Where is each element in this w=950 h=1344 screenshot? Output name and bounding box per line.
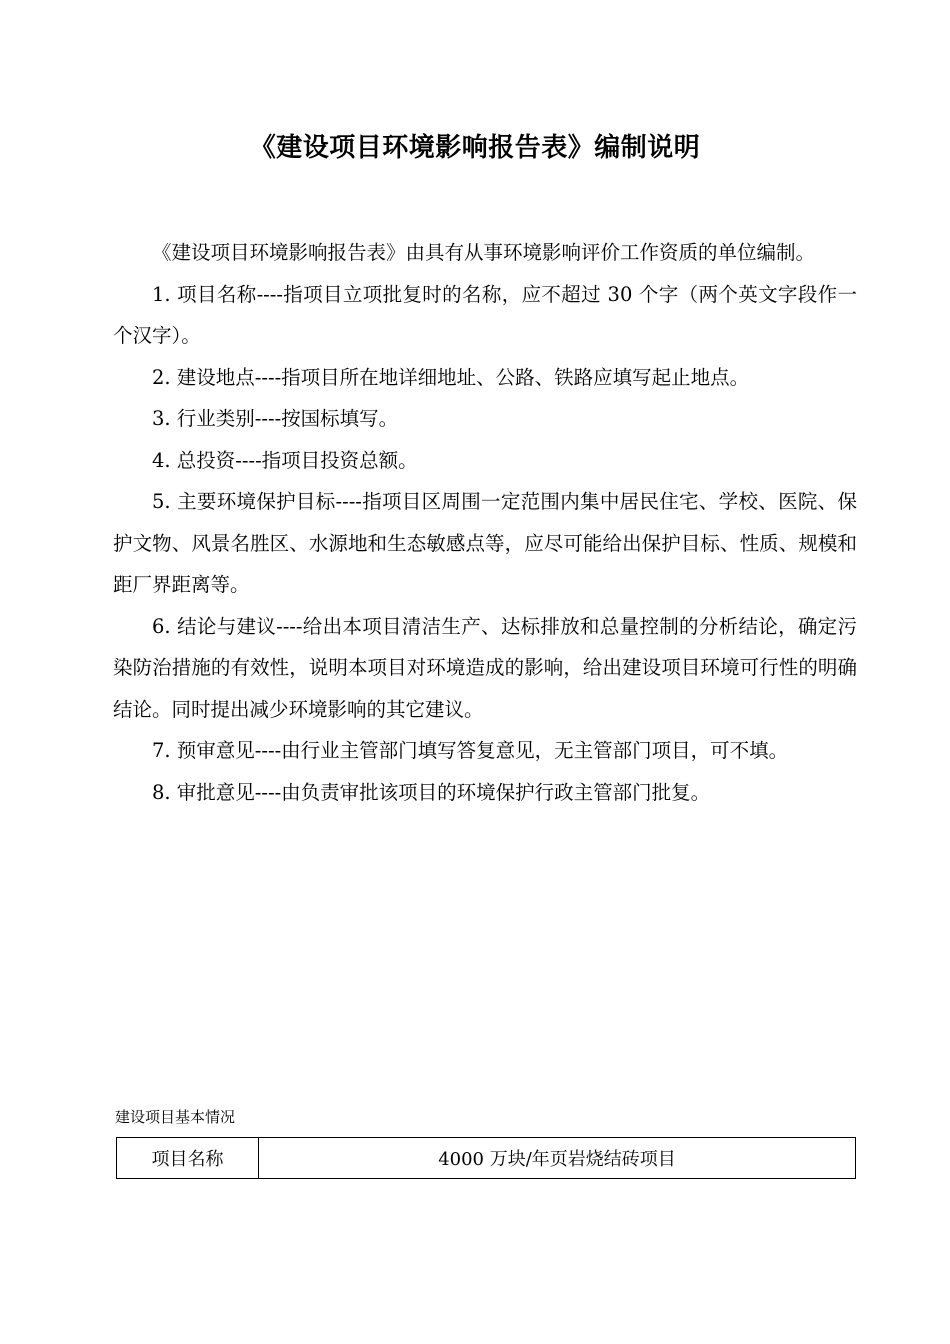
item-project-name: 1. 项目名称----指项目立项批复时的名称，应不超过 30 个字（两个英文字段作一个汉字）。 (113, 282, 857, 347)
project-name-label: 项目名称 (117, 1138, 259, 1179)
item-approval: 8. 审批意见----由负责审批该项目的环境保护行政主管部门批复。 (152, 780, 711, 804)
item-conclusions: 6. 结论与建议----给出本项目清洁生产、达标排放和总量控制的分析结论，确定污染防治措施的有效性，说明本项目对环境造成的影响，给出建设项目环境可行性的明确结论。同时提出减少环境影响的其它建议。 (113, 614, 857, 721)
intro-paragraph: 《建设项目环境影响报告表》由具有从事环境影响评价工作资质的单位编制。 (152, 241, 816, 264)
item-total-investment: 4. 总投资----指项目投资总额。 (152, 448, 418, 472)
basic-info-caption: 建设项目基本情况 (115, 1108, 236, 1126)
page-title: 《建设项目环境影响报告表》编制说明 (249, 133, 701, 163)
instructions-body (113, 232, 857, 813)
item-protection-targets: 5. 主要环境保护目标----指项目区周围一定范围内集中居民住宅、学校、医院、保护文物、风景名胜区、水源地和生态敏感点等，应尽可能给出保护目标、性质、规模和距厂界距离等。 (113, 490, 857, 596)
project-name-value: 4000 万块/年页岩烧结砖项目 (259, 1138, 856, 1179)
table-row (117, 1138, 856, 1179)
item-pre-review: 7. 预审意见----由行业主管部门填写答复意见，无主管部门项目，可不填。 (152, 739, 789, 762)
item-industry-category: 3. 行业类别----按国标填写。 (152, 407, 399, 430)
item-construction-site: 2. 建设地点----指项目所在地详细地址、公路、铁路应填写起止地点。 (152, 365, 750, 389)
basic-info-table (116, 1137, 856, 1179)
